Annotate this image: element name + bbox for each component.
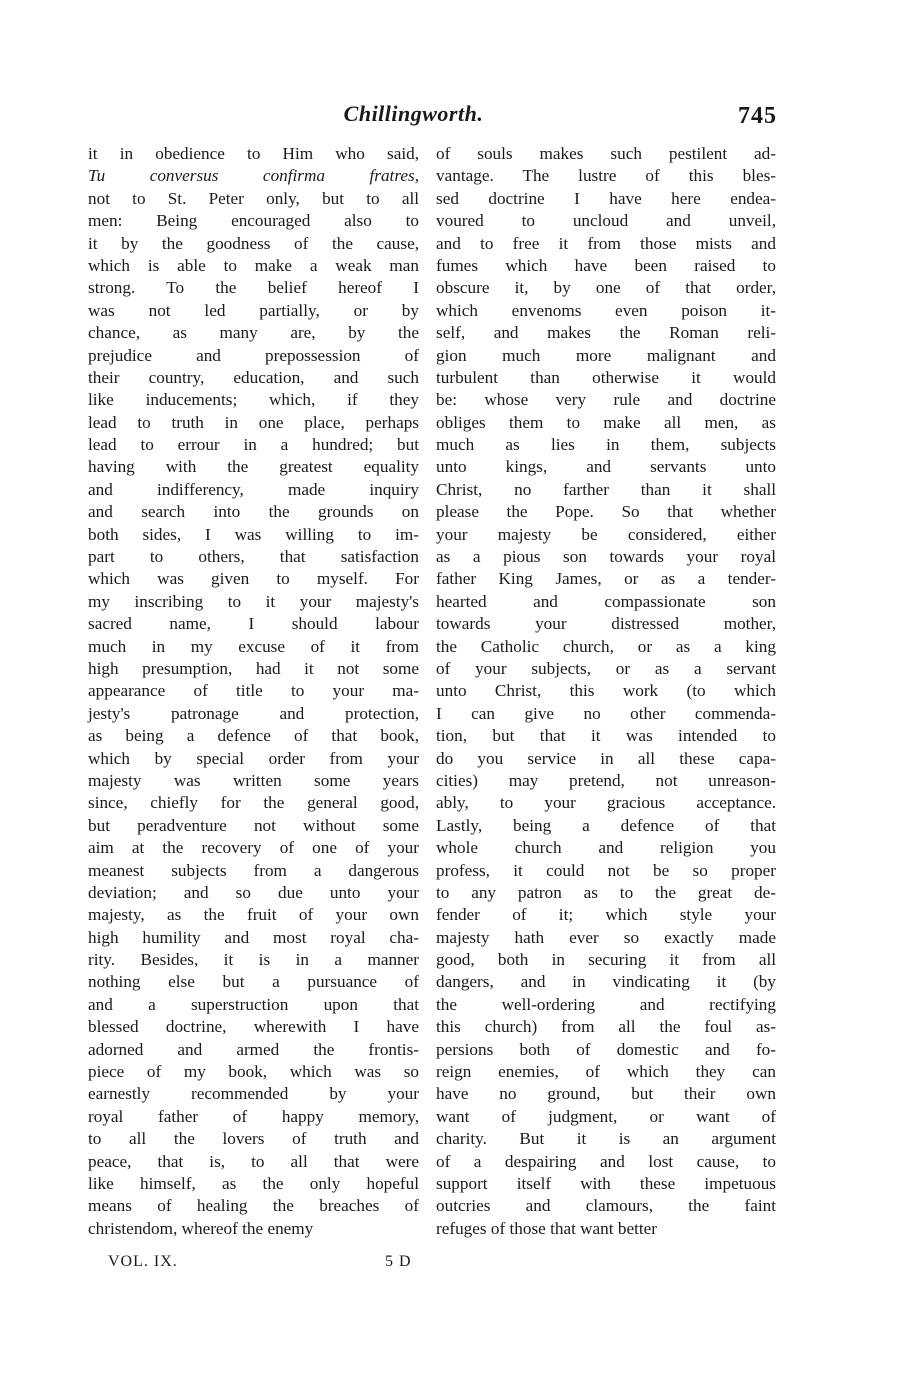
text-line: and a superstruction upon that: [88, 994, 419, 1014]
text-line: the well-ordering and rectifying: [436, 994, 776, 1014]
text-line: royal father of happy memory,: [88, 1106, 419, 1126]
text-line: part to others, that satisfaction: [88, 547, 419, 567]
text-line: want of judgment, or want of: [436, 1106, 776, 1126]
text-line: as a pious son towards your royal: [436, 547, 776, 567]
text-line: your majesty be considered, either: [436, 524, 776, 544]
text-line: towards your distressed mother,: [436, 614, 776, 634]
text-line: chance, as many are, by the: [88, 323, 419, 343]
text-line: their country, education, and such: [88, 367, 419, 387]
text-line: deviation; and so due unto your: [88, 882, 419, 902]
text-line: this church) from all the foul as-: [436, 1017, 776, 1037]
text-line: majesty was written some years: [88, 770, 419, 790]
text-line: majesty hath ever so exactly made: [436, 927, 776, 947]
text-line: not to St. Peter only, but to all: [88, 188, 419, 208]
text-line: lead to truth in one place, perhaps: [88, 412, 419, 432]
text-line: having with the greatest equality: [88, 457, 419, 477]
text-line: adorned and armed the frontis-: [88, 1039, 419, 1059]
text-line: appearance of title to your ma-: [88, 681, 419, 701]
text-line: but peradventure not without some: [88, 815, 419, 835]
text-line: unto kings, and servants unto: [436, 457, 776, 477]
left-column: [88, 143, 419, 1240]
text-line: obscure it, by one of that order,: [436, 278, 776, 298]
running-head: [0, 101, 907, 131]
text-line: refuges of those that want better: [436, 1218, 657, 1238]
text-line: peace, that is, to all that were: [88, 1151, 419, 1171]
text-line: reign enemies, of which they can: [436, 1062, 776, 1082]
text-line: and indifferency, made inquiry: [88, 479, 419, 499]
text-line: sed doctrine I have here endea-: [436, 188, 776, 208]
text-line: outcries and clamours, the faint: [436, 1196, 776, 1216]
text-line: of a despairing and lost cause, to: [436, 1151, 776, 1171]
text-line: which was given to myself. For: [88, 569, 419, 589]
text-line: charity. But it is an argument: [436, 1129, 776, 1149]
text-line: high humility and most royal cha-: [88, 927, 419, 947]
text-line: was not led partially, or by: [88, 300, 419, 320]
text-line: it by the goodness of the cause,: [88, 233, 419, 253]
text-line: since, chiefly for the general good,: [88, 793, 419, 813]
text-line: Tu conversus confirma fratres,: [88, 166, 419, 186]
text-line: I can give no other commenda-: [436, 703, 776, 723]
page-number: 745: [738, 103, 777, 129]
text-line: whole church and religion you: [436, 838, 776, 858]
text-line: the Catholic church, or as a king: [436, 636, 776, 656]
running-title: Chillingworth.: [343, 101, 484, 126]
text-line: self, and makes the Roman reli-: [436, 323, 776, 343]
right-column: [436, 143, 776, 1240]
text-line: piece of my book, which was so: [88, 1062, 419, 1082]
text-line: Christ, no farther than it shall: [436, 479, 776, 499]
text-line: aim at the recovery of one of your: [88, 838, 419, 858]
text-line: obliges them to make all men, as: [436, 412, 776, 432]
text-line: please the Pope. So that whether: [436, 502, 776, 522]
text-line: which envenoms even poison it-: [436, 300, 776, 320]
text-line: dangers, and in vindicating it (by: [436, 972, 776, 992]
text-line: hearted and compassionate son: [436, 591, 776, 611]
text-line: high presumption, had it not some: [88, 658, 419, 678]
page-signature: [108, 1253, 428, 1277]
volume-label: VOL. IX.: [108, 1253, 178, 1270]
text-line: to all the lovers of truth and: [88, 1129, 419, 1149]
text-line: jesty's patronage and protection,: [88, 703, 419, 723]
text-line: fumes which have been raised to: [436, 255, 776, 275]
text-line: vantage. The lustre of this bles-: [436, 166, 776, 186]
text-line: earnestly recommended by your: [88, 1084, 419, 1104]
text-line: lead to errour in a hundred; but: [88, 435, 419, 455]
text-line: prejudice and prepossession of: [88, 345, 419, 365]
text-line: Lastly, being a defence of that: [436, 815, 776, 835]
text-line: which is able to make a weak man: [88, 255, 419, 275]
text-line: turbulent than otherwise it would: [436, 367, 776, 387]
text-line: do you service in all these capa-: [436, 748, 776, 768]
text-line: support itself with these impetuous: [436, 1173, 776, 1193]
text-line: profess, it could not be so proper: [436, 860, 776, 880]
text-line: ably, to your gracious acceptance.: [436, 793, 776, 813]
text-line: sacred name, I should labour: [88, 614, 419, 634]
text-line: which by special order from your: [88, 748, 419, 768]
text-line: father King James, or as a tender-: [436, 569, 776, 589]
text-line: like inducements; which, if they: [88, 390, 419, 410]
text-line: both sides, I was willing to im-: [88, 524, 419, 544]
text-line: persions both of domestic and fo-: [436, 1039, 776, 1059]
text-line: my inscribing to it your majesty's: [88, 591, 419, 611]
text-line: unto Christ, this work (to which: [436, 681, 776, 701]
text-line: cities) may pretend, not unreason-: [436, 770, 776, 790]
text-line: strong. To the belief hereof I: [88, 278, 419, 298]
text-line: be: whose very rule and doctrine: [436, 390, 776, 410]
text-line: gion much more malignant and: [436, 345, 776, 365]
text-line: it in obedience to Him who said,: [88, 144, 419, 163]
text-line: voured to uncloud and unveil,: [436, 211, 776, 231]
text-line: to any patron as to the great de-: [436, 882, 776, 902]
text-line: meanest subjects from a dangerous: [88, 860, 419, 880]
text-line: like himself, as the only hopeful: [88, 1173, 419, 1193]
text-line: means of healing the breaches of: [88, 1196, 419, 1216]
text-line: of your subjects, or as a servant: [436, 658, 776, 678]
text-line: nothing else but a pursuance of: [88, 972, 419, 992]
text-line: have no ground, but their own: [436, 1084, 776, 1104]
text-line: of souls makes such pestilent ad-: [436, 144, 776, 163]
text-line: men: Being encouraged also to: [88, 211, 419, 231]
text-line: christendom, whereof the enemy: [88, 1218, 314, 1238]
text-line: and search into the grounds on: [88, 502, 419, 522]
text-line: much as lies in them, subjects: [436, 435, 776, 455]
text-line: good, both in securing it from all: [436, 950, 776, 970]
text-line: and to free it from those mists and: [436, 233, 776, 253]
text-line: tion, but that it was intended to: [436, 726, 776, 746]
signature-mark: 5 D: [385, 1253, 412, 1270]
text-line: rity. Besides, it is in a manner: [88, 950, 419, 970]
text-line: blessed doctrine, wherewith I have: [88, 1017, 419, 1037]
text-line: as being a defence of that book,: [88, 726, 419, 746]
text-line: fender of it; which style your: [436, 905, 776, 925]
text-line: majesty, as the fruit of your own: [88, 905, 419, 925]
text-line: much in my excuse of it from: [88, 636, 419, 656]
